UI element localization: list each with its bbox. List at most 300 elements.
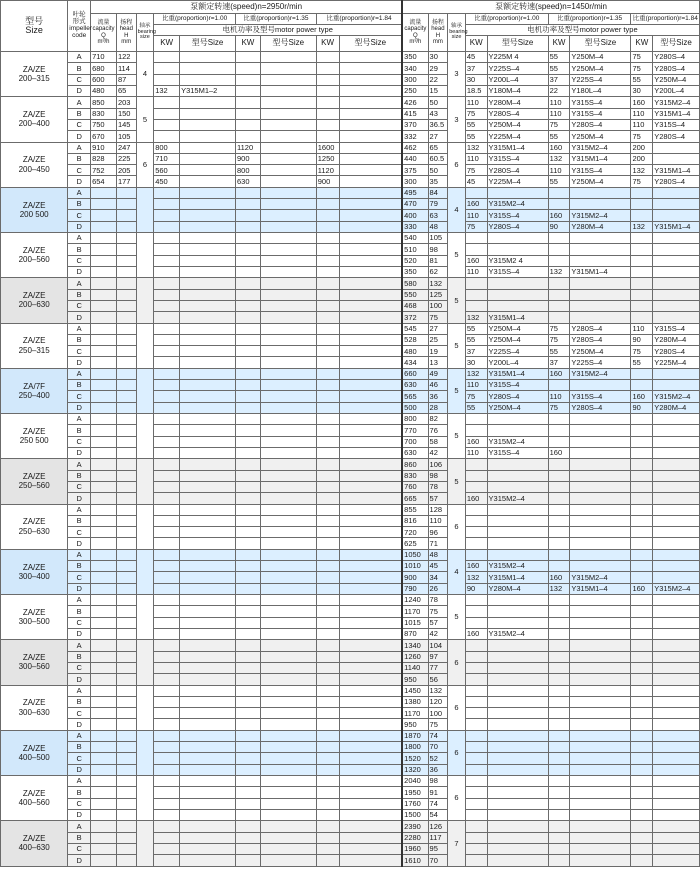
- size-1450-r2-cell: Y250M–4: [570, 131, 631, 142]
- head-2950-cell: [116, 583, 136, 594]
- size-2950-r1-cell: [180, 63, 236, 74]
- size-1450-r2-cell: [570, 696, 631, 707]
- kw-2950-r2-cell: [235, 357, 260, 368]
- size-1450-r1-cell: [487, 651, 548, 662]
- impeller-code-cell: B: [68, 470, 91, 481]
- kw-2950-r2-cell: [235, 617, 260, 628]
- head-1450-cell: 30: [428, 52, 448, 63]
- kw-1450-r2-cell: [548, 549, 570, 560]
- kw-1450-r1-cell: 110: [465, 153, 487, 164]
- kw-2950-r2-cell: 630: [235, 176, 260, 187]
- size-2950-r3-cell: [339, 515, 402, 526]
- size-1450-r3-cell: [653, 798, 700, 809]
- kw-1450-r3-cell: [631, 425, 653, 436]
- capacity-1450-cell: 1800: [402, 742, 428, 753]
- capacity-1450-cell: 332: [402, 131, 428, 142]
- kw-2950-r3-cell: [316, 798, 339, 809]
- kw-1450-r1-cell: 55: [465, 323, 487, 334]
- capacity-1450-cell: 950: [402, 674, 428, 685]
- capacity-1450-cell: 1140: [402, 662, 428, 673]
- kw-1450-r1-cell: 37: [465, 346, 487, 357]
- size-2950-r1-cell: [180, 323, 236, 334]
- size-1450-r3-cell: [653, 504, 700, 515]
- size-2950-r3-cell: [339, 346, 402, 357]
- impeller-code-cell: B: [68, 153, 91, 164]
- capacity-1450-cell: 1340: [402, 640, 428, 651]
- size-2950-r1-cell: [180, 515, 236, 526]
- size-2950-r3-cell: [339, 821, 402, 832]
- head-2950-cell: [116, 504, 136, 515]
- impeller-code-cell: D: [68, 402, 91, 413]
- size-2950-r3-cell: [339, 425, 402, 436]
- size-2950-r3-cell: [339, 764, 402, 775]
- size-2950-r2-cell: [260, 346, 316, 357]
- kw-1450-r1-cell: 110: [465, 266, 487, 277]
- table-row: [1, 662, 700, 673]
- size-2950-r2-cell: [260, 753, 316, 764]
- size-1450-r1-cell: [487, 470, 548, 481]
- header-bearing-1450: 轴承 bearing size: [448, 14, 466, 52]
- size-2950-r1-cell: [180, 730, 236, 741]
- kw-2950-r1-cell: [154, 742, 180, 753]
- header-head-2950: 扬程 head H mm: [116, 14, 136, 52]
- capacity-1450-cell: 1170: [402, 708, 428, 719]
- header-kw: KW: [154, 36, 180, 52]
- size-1450-r2-cell: [570, 312, 631, 323]
- size-1450-r3-cell: [653, 561, 700, 572]
- size-2950-r1-cell: [180, 221, 236, 232]
- kw-2950-r1-cell: [154, 606, 180, 617]
- kw-2950-r2-cell: 800: [235, 165, 260, 176]
- kw-2950-r3-cell: [316, 131, 339, 142]
- kw-2950-r3-cell: [316, 346, 339, 357]
- head-2950-cell: [116, 674, 136, 685]
- size-1450-r3-cell: Y315M1–4: [653, 165, 700, 176]
- head-1450-cell: 46: [428, 380, 448, 391]
- size-2950-r2-cell: [260, 730, 316, 741]
- kw-1450-r2-cell: [548, 312, 570, 323]
- kw-1450-r1-cell: [465, 470, 487, 481]
- kw-2950-r1-cell: [154, 459, 180, 470]
- head-2950-cell: [116, 244, 136, 255]
- size-1450-r2-cell: [570, 244, 631, 255]
- capacity-2950-cell: [91, 470, 117, 481]
- bearing-1450-cell: 6: [448, 640, 466, 685]
- kw-1450-r2-cell: 75: [548, 119, 570, 130]
- kw-2950-r3-cell: [316, 640, 339, 651]
- size-1450-r2-cell: [570, 730, 631, 741]
- capacity-2950-cell: [91, 787, 117, 798]
- capacity-2950-cell: [91, 493, 117, 504]
- size-2950-r3-cell: [339, 674, 402, 685]
- capacity-1450-cell: 434: [402, 357, 428, 368]
- kw-1450-r1-cell: [465, 481, 487, 492]
- kw-1450-r1-cell: [465, 640, 487, 651]
- head-2950-cell: [116, 855, 136, 866]
- bearing-2950-cell: 5: [136, 97, 154, 142]
- size-2950-r3-cell: [339, 210, 402, 221]
- impeller-code-cell: C: [68, 708, 91, 719]
- header-ratio1-1450: 比重(proportion)r=1.00: [465, 14, 548, 25]
- head-2950-cell: [116, 628, 136, 639]
- head-2950-cell: 65: [116, 85, 136, 96]
- head-1450-cell: 98: [428, 470, 448, 481]
- head-2950-cell: [116, 595, 136, 606]
- bearing-2950-cell: [136, 730, 154, 775]
- kw-1450-r3-cell: [631, 572, 653, 583]
- kw-2950-r3-cell: [316, 742, 339, 753]
- impeller-code-cell: C: [68, 255, 91, 266]
- size-2950-r1-cell: [180, 300, 236, 311]
- capacity-2950-cell: [91, 595, 117, 606]
- kw-2950-r1-cell: 450: [154, 176, 180, 187]
- kw-1450-r2-cell: [548, 708, 570, 719]
- capacity-2950-cell: [91, 289, 117, 300]
- size-1450-r2-cell: Y315M1–4: [570, 266, 631, 277]
- kw-1450-r2-cell: 160: [548, 572, 570, 583]
- table-row: [1, 221, 700, 232]
- table-row: [1, 391, 700, 402]
- kw-1450-r1-cell: [465, 504, 487, 515]
- kw-2950-r1-cell: [154, 538, 180, 549]
- kw-2950-r2-cell: [235, 583, 260, 594]
- kw-1450-r2-cell: [548, 628, 570, 639]
- size-1450-r3-cell: [653, 153, 700, 164]
- size-2950-r1-cell: [180, 651, 236, 662]
- size-2950-r1-cell: [180, 855, 236, 866]
- size-1450-r3-cell: Y315S–4: [653, 119, 700, 130]
- head-2950-cell: [116, 764, 136, 775]
- size-1450-r2-cell: [570, 233, 631, 244]
- size-1450-r1-cell: Y225S–4: [487, 63, 548, 74]
- size-2950-r3-cell: [339, 380, 402, 391]
- capacity-1450-cell: 720: [402, 527, 428, 538]
- head-1450-cell: 71: [428, 538, 448, 549]
- kw-2950-r3-cell: 1120: [316, 165, 339, 176]
- kw-2950-r3-cell: [316, 572, 339, 583]
- kw-2950-r1-cell: [154, 549, 180, 560]
- capacity-2950-cell: 830: [91, 108, 117, 119]
- size-1450-r3-cell: Y315M1–4: [653, 108, 700, 119]
- size-2950-r3-cell: [339, 696, 402, 707]
- capacity-1450-cell: 440: [402, 153, 428, 164]
- kw-2950-r2-cell: [235, 764, 260, 775]
- kw-2950-r2-cell: [235, 402, 260, 413]
- impeller-code-cell: C: [68, 119, 91, 130]
- size-2950-r2-cell: [260, 764, 316, 775]
- capacity-1450-cell: 660: [402, 368, 428, 379]
- table-row: [1, 436, 700, 447]
- table-row: [1, 447, 700, 458]
- kw-2950-r2-cell: [235, 549, 260, 560]
- bearing-1450-cell: 3: [448, 97, 466, 142]
- table-row: [1, 85, 700, 96]
- capacity-1450-cell: 540: [402, 233, 428, 244]
- size-1450-r2-cell: [570, 821, 631, 832]
- size-1450-r2-cell: [570, 504, 631, 515]
- kw-2950-r2-cell: [235, 730, 260, 741]
- kw-2950-r1-cell: [154, 515, 180, 526]
- kw-2950-r1-cell: [154, 674, 180, 685]
- kw-2950-r3-cell: [316, 583, 339, 594]
- size-2950-r3-cell: [339, 108, 402, 119]
- kw-2950-r1-cell: [154, 312, 180, 323]
- kw-2950-r3-cell: [316, 300, 339, 311]
- size-1450-r2-cell: Y180L–4: [570, 85, 631, 96]
- capacity-2950-cell: [91, 821, 117, 832]
- capacity-1450-cell: 400: [402, 210, 428, 221]
- size-1450-r3-cell: Y280M–4: [653, 402, 700, 413]
- capacity-2950-cell: [91, 368, 117, 379]
- kw-2950-r3-cell: [316, 549, 339, 560]
- header-capacity-1450: 流量 capacity Q m³/h: [402, 14, 428, 52]
- table-row: [1, 210, 700, 221]
- size-1450-r1-cell: Y315M2–4: [487, 628, 548, 639]
- model-size-cell: ZA/ZE 300–630: [1, 685, 68, 730]
- size-2950-r3-cell: [339, 436, 402, 447]
- capacity-1450-cell: 372: [402, 312, 428, 323]
- bearing-1450-cell: 7: [448, 821, 466, 866]
- kw-2950-r1-cell: [154, 776, 180, 787]
- kw-1450-r2-cell: [548, 674, 570, 685]
- size-1450-r1-cell: [487, 606, 548, 617]
- kw-1450-r1-cell: 160: [465, 493, 487, 504]
- head-1450-cell: 15: [428, 85, 448, 96]
- size-1450-r1-cell: [487, 414, 548, 425]
- head-2950-cell: [116, 843, 136, 854]
- table-row: [1, 798, 700, 809]
- head-2950-cell: [116, 617, 136, 628]
- bearing-2950-cell: [136, 414, 154, 459]
- kw-2950-r1-cell: [154, 233, 180, 244]
- size-2950-r2-cell: [260, 108, 316, 119]
- size-1450-r2-cell: [570, 606, 631, 617]
- kw-2950-r2-cell: [235, 368, 260, 379]
- table-row: [1, 323, 700, 334]
- kw-1450-r3-cell: 75: [631, 63, 653, 74]
- bearing-1450-cell: 6: [448, 142, 466, 187]
- head-1450-cell: 77: [428, 662, 448, 673]
- impeller-code-cell: D: [68, 493, 91, 504]
- size-2950-r3-cell: [339, 289, 402, 300]
- size-1450-r3-cell: [653, 832, 700, 843]
- size-1450-r3-cell: [653, 538, 700, 549]
- kw-2950-r3-cell: [316, 233, 339, 244]
- impeller-code-cell: D: [68, 855, 91, 866]
- kw-1450-r3-cell: [631, 300, 653, 311]
- kw-2950-r1-cell: [154, 63, 180, 74]
- kw-2950-r1-cell: 710: [154, 153, 180, 164]
- kw-2950-r1-cell: [154, 119, 180, 130]
- head-1450-cell: 50: [428, 97, 448, 108]
- size-1450-r3-cell: [653, 651, 700, 662]
- size-1450-r2-cell: [570, 538, 631, 549]
- size-1450-r3-cell: Y200L–4: [653, 85, 700, 96]
- capacity-1450-cell: 1260: [402, 651, 428, 662]
- capacity-2950-cell: 828: [91, 153, 117, 164]
- table-row: [1, 595, 700, 606]
- kw-2950-r1-cell: [154, 255, 180, 266]
- kw-1450-r1-cell: [465, 708, 487, 719]
- kw-2950-r2-cell: [235, 674, 260, 685]
- size-1450-r1-cell: [487, 289, 548, 300]
- kw-1450-r2-cell: [548, 199, 570, 210]
- kw-1450-r3-cell: 90: [631, 334, 653, 345]
- kw-2950-r2-cell: [235, 742, 260, 753]
- kw-2950-r1-cell: [154, 719, 180, 730]
- kw-1450-r3-cell: [631, 504, 653, 515]
- kw-2950-r1-cell: [154, 436, 180, 447]
- kw-1450-r2-cell: 110: [548, 97, 570, 108]
- capacity-1450-cell: 1500: [402, 809, 428, 820]
- kw-2950-r2-cell: [235, 504, 260, 515]
- kw-2950-r1-cell: [154, 97, 180, 108]
- size-1450-r1-cell: [487, 481, 548, 492]
- capacity-1450-cell: 370: [402, 119, 428, 130]
- bearing-1450-cell: 5: [448, 595, 466, 640]
- size-1450-r1-cell: [487, 640, 548, 651]
- kw-1450-r1-cell: 160: [465, 561, 487, 572]
- size-1450-r3-cell: [653, 742, 700, 753]
- head-2950-cell: [116, 278, 136, 289]
- capacity-1450-cell: 580: [402, 278, 428, 289]
- size-1450-r2-cell: [570, 764, 631, 775]
- kw-2950-r3-cell: [316, 719, 339, 730]
- impeller-code-cell: A: [68, 278, 91, 289]
- model-size-cell: ZA/ZE 250–560: [1, 459, 68, 504]
- size-1450-r3-cell: [653, 493, 700, 504]
- kw-1450-r3-cell: [631, 199, 653, 210]
- capacity-1450-cell: 860: [402, 459, 428, 470]
- kw-2950-r1-cell: [154, 221, 180, 232]
- size-2950-r3-cell: [339, 312, 402, 323]
- size-2950-r1-cell: [180, 628, 236, 639]
- size-2950-r1-cell: [180, 832, 236, 843]
- kw-2950-r3-cell: [316, 74, 339, 85]
- kw-1450-r3-cell: [631, 447, 653, 458]
- header-size: 型号Size: [570, 36, 631, 52]
- model-size-cell: ZA/ZE 300–500: [1, 595, 68, 640]
- size-1450-r1-cell: Y315M1–4: [487, 312, 548, 323]
- size-2950-r3-cell: [339, 628, 402, 639]
- head-1450-cell: 35: [428, 176, 448, 187]
- capacity-1450-cell: 330: [402, 221, 428, 232]
- kw-2950-r3-cell: [316, 843, 339, 854]
- size-1450-r2-cell: [570, 787, 631, 798]
- impeller-code-cell: B: [68, 787, 91, 798]
- kw-1450-r3-cell: [631, 809, 653, 820]
- capacity-2950-cell: [91, 617, 117, 628]
- header-kw: KW: [631, 36, 653, 52]
- table-row: [1, 753, 700, 764]
- kw-2950-r2-cell: [235, 628, 260, 639]
- size-2950-r3-cell: [339, 787, 402, 798]
- size-1450-r3-cell: [653, 595, 700, 606]
- size-2950-r2-cell: [260, 504, 316, 515]
- kw-2950-r2-cell: [235, 821, 260, 832]
- size-2950-r2-cell: [260, 142, 316, 153]
- kw-2950-r2-cell: [235, 662, 260, 673]
- size-2950-r3-cell: [339, 221, 402, 232]
- kw-1450-r2-cell: 75: [548, 402, 570, 413]
- kw-2950-r1-cell: [154, 289, 180, 300]
- size-1450-r1-cell: Y200L–4: [487, 74, 548, 85]
- capacity-1450-cell: 1450: [402, 685, 428, 696]
- size-1450-r2-cell: [570, 651, 631, 662]
- size-1450-r3-cell: [653, 515, 700, 526]
- kw-2950-r2-cell: [235, 119, 260, 130]
- kw-2950-r1-cell: [154, 855, 180, 866]
- header-ratio3-2950: 比重(proportion)r=1.84: [316, 14, 402, 25]
- capacity-2950-cell: 752: [91, 165, 117, 176]
- kw-2950-r3-cell: [316, 221, 339, 232]
- capacity-2950-cell: [91, 357, 117, 368]
- size-1450-r3-cell: Y315M2–4: [653, 583, 700, 594]
- kw-2950-r2-cell: [235, 300, 260, 311]
- head-2950-cell: [116, 425, 136, 436]
- kw-2950-r1-cell: 800: [154, 142, 180, 153]
- size-1450-r3-cell: [653, 312, 700, 323]
- head-1450-cell: 132: [428, 278, 448, 289]
- size-2950-r2-cell: [260, 244, 316, 255]
- size-1450-r3-cell: [653, 447, 700, 458]
- kw-2950-r1-cell: [154, 640, 180, 651]
- kw-2950-r3-cell: [316, 708, 339, 719]
- header-ratio2-1450: 比重(proportion)r=1.35: [548, 14, 631, 25]
- table-row: [1, 572, 700, 583]
- kw-1450-r1-cell: [465, 742, 487, 753]
- kw-2950-r1-cell: [154, 561, 180, 572]
- kw-2950-r1-cell: [154, 323, 180, 334]
- kw-2950-r3-cell: [316, 651, 339, 662]
- head-1450-cell: 106: [428, 459, 448, 470]
- capacity-2950-cell: [91, 527, 117, 538]
- size-2950-r2-cell: [260, 380, 316, 391]
- size-1450-r3-cell: [653, 730, 700, 741]
- bearing-1450-cell: 5: [448, 414, 466, 459]
- size-2950-r1-cell: [180, 549, 236, 560]
- bearing-2950-cell: [136, 368, 154, 413]
- size-1450-r2-cell: [570, 470, 631, 481]
- kw-1450-r1-cell: [465, 696, 487, 707]
- kw-1450-r2-cell: 55: [548, 131, 570, 142]
- size-2950-r1-cell: [180, 368, 236, 379]
- head-1450-cell: 128: [428, 504, 448, 515]
- kw-1450-r3-cell: [631, 606, 653, 617]
- size-1450-r2-cell: [570, 809, 631, 820]
- table-row: [1, 832, 700, 843]
- bearing-1450-cell: 6: [448, 504, 466, 549]
- table-row: [1, 97, 700, 108]
- capacity-2950-cell: [91, 221, 117, 232]
- kw-1450-r1-cell: [465, 187, 487, 198]
- size-1450-r2-cell: Y225S–4: [570, 74, 631, 85]
- size-2950-r3-cell: [339, 244, 402, 255]
- header-kw: KW: [548, 36, 570, 52]
- kw-2950-r3-cell: [316, 662, 339, 673]
- kw-2950-r1-cell: [154, 595, 180, 606]
- bearing-2950-cell: [136, 595, 154, 640]
- head-1450-cell: 26: [428, 583, 448, 594]
- size-1450-r2-cell: [570, 481, 631, 492]
- table-row: [1, 346, 700, 357]
- bearing-1450-cell: 6: [448, 685, 466, 730]
- size-1450-r2-cell: Y315S–4: [570, 97, 631, 108]
- kw-1450-r1-cell: [465, 821, 487, 832]
- capacity-2950-cell: [91, 662, 117, 673]
- impeller-code-cell: A: [68, 233, 91, 244]
- size-1450-r3-cell: [653, 470, 700, 481]
